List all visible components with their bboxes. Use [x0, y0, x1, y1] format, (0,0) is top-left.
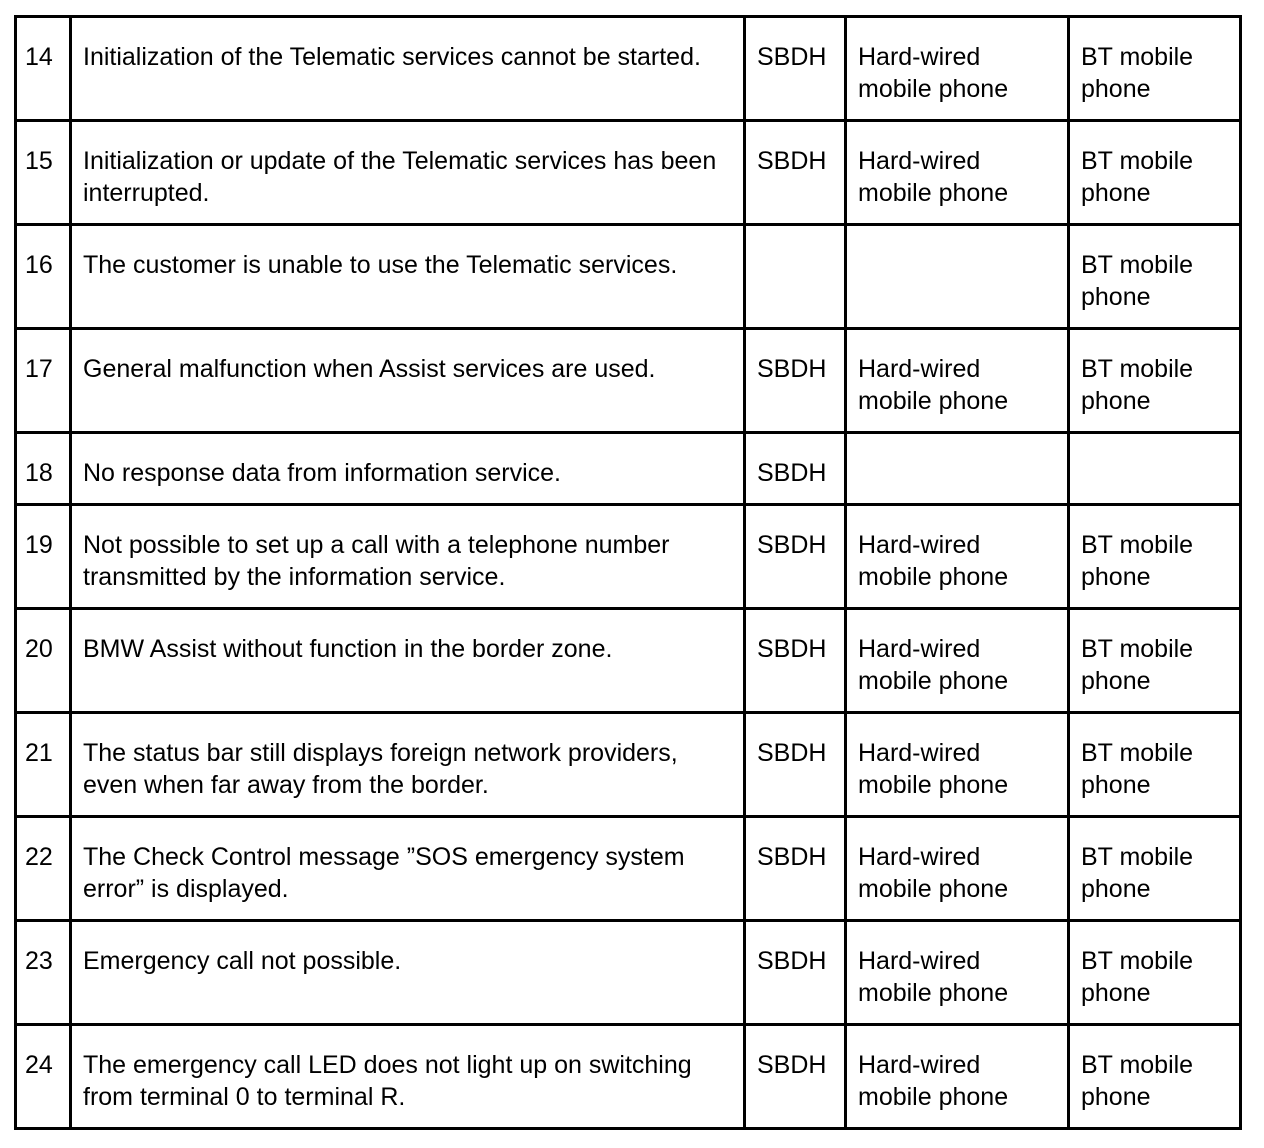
fault-description: Initialization of the Telematic services cannot be started. — [71, 17, 745, 121]
sbdh-cell: SBDH — [745, 713, 846, 817]
table-row — [16, 433, 1241, 505]
fault-table — [14, 15, 1242, 1130]
row-number: 18 — [16, 433, 71, 505]
hardwired-phone-cell — [846, 433, 1069, 505]
fault-description: The customer is unable to use the Telematic services. — [71, 225, 745, 329]
hardwired-phone-cell — [846, 225, 1069, 329]
row-number: 17 — [16, 329, 71, 433]
row-number: 23 — [16, 921, 71, 1025]
sbdh-cell: SBDH — [745, 921, 846, 1025]
fault-description: Not possible to set up a call with a telephone number transmitted by the information service. — [71, 505, 745, 609]
fault-description: The Check Control message ”SOS emergency system error” is displayed. — [71, 817, 745, 921]
hardwired-phone-cell: Hard-wired mobile phone — [846, 713, 1069, 817]
sbdh-cell: SBDH — [745, 329, 846, 433]
sbdh-cell: SBDH — [745, 1025, 846, 1129]
bt-phone-cell — [1069, 433, 1241, 505]
table-row — [16, 1025, 1241, 1129]
bt-phone-cell: BT mobile phone — [1069, 225, 1241, 329]
sbdh-cell: SBDH — [745, 817, 846, 921]
fault-description: Initialization or update of the Telematic services has been interrupted. — [71, 121, 745, 225]
table-row — [16, 505, 1241, 609]
fault-description: The status bar still displays foreign network providers, even when far away from the border. — [71, 713, 745, 817]
row-number: 15 — [16, 121, 71, 225]
table-row — [16, 329, 1241, 433]
sbdh-cell: SBDH — [745, 17, 846, 121]
fault-description: No response data from information service. — [71, 433, 745, 505]
hardwired-phone-cell: Hard-wired mobile phone — [846, 121, 1069, 225]
table-row — [16, 921, 1241, 1025]
bt-phone-cell: BT mobile phone — [1069, 1025, 1241, 1129]
fault-description: BMW Assist without function in the border zone. — [71, 609, 745, 713]
bt-phone-cell: BT mobile phone — [1069, 713, 1241, 817]
bt-phone-cell: BT mobile phone — [1069, 921, 1241, 1025]
row-number: 20 — [16, 609, 71, 713]
bt-phone-cell: BT mobile phone — [1069, 817, 1241, 921]
sbdh-cell: SBDH — [745, 433, 846, 505]
row-number: 21 — [16, 713, 71, 817]
row-number: 19 — [16, 505, 71, 609]
row-number: 24 — [16, 1025, 71, 1129]
bt-phone-cell: BT mobile phone — [1069, 329, 1241, 433]
table-row — [16, 713, 1241, 817]
hardwired-phone-cell: Hard-wired mobile phone — [846, 609, 1069, 713]
hardwired-phone-cell: Hard-wired mobile phone — [846, 817, 1069, 921]
row-number: 14 — [16, 17, 71, 121]
table-row — [16, 817, 1241, 921]
hardwired-phone-cell: Hard-wired mobile phone — [846, 329, 1069, 433]
table-row — [16, 609, 1241, 713]
hardwired-phone-cell: Hard-wired mobile phone — [846, 505, 1069, 609]
table-row — [16, 225, 1241, 329]
bt-phone-cell: BT mobile phone — [1069, 17, 1241, 121]
sbdh-cell: SBDH — [745, 609, 846, 713]
sbdh-cell — [745, 225, 846, 329]
table-row — [16, 121, 1241, 225]
sbdh-cell: SBDH — [745, 121, 846, 225]
bt-phone-cell: BT mobile phone — [1069, 505, 1241, 609]
hardwired-phone-cell: Hard-wired mobile phone — [846, 921, 1069, 1025]
table-row — [16, 17, 1241, 121]
row-number: 16 — [16, 225, 71, 329]
fault-description: Emergency call not possible. — [71, 921, 745, 1025]
bt-phone-cell: BT mobile phone — [1069, 609, 1241, 713]
fault-description: General malfunction when Assist services are used. — [71, 329, 745, 433]
fault-description: The emergency call LED does not light up on switching from terminal 0 to terminal R. — [71, 1025, 745, 1129]
bt-phone-cell: BT mobile phone — [1069, 121, 1241, 225]
sbdh-cell: SBDH — [745, 505, 846, 609]
hardwired-phone-cell: Hard-wired mobile phone — [846, 1025, 1069, 1129]
row-number: 22 — [16, 817, 71, 921]
hardwired-phone-cell: Hard-wired mobile phone — [846, 17, 1069, 121]
